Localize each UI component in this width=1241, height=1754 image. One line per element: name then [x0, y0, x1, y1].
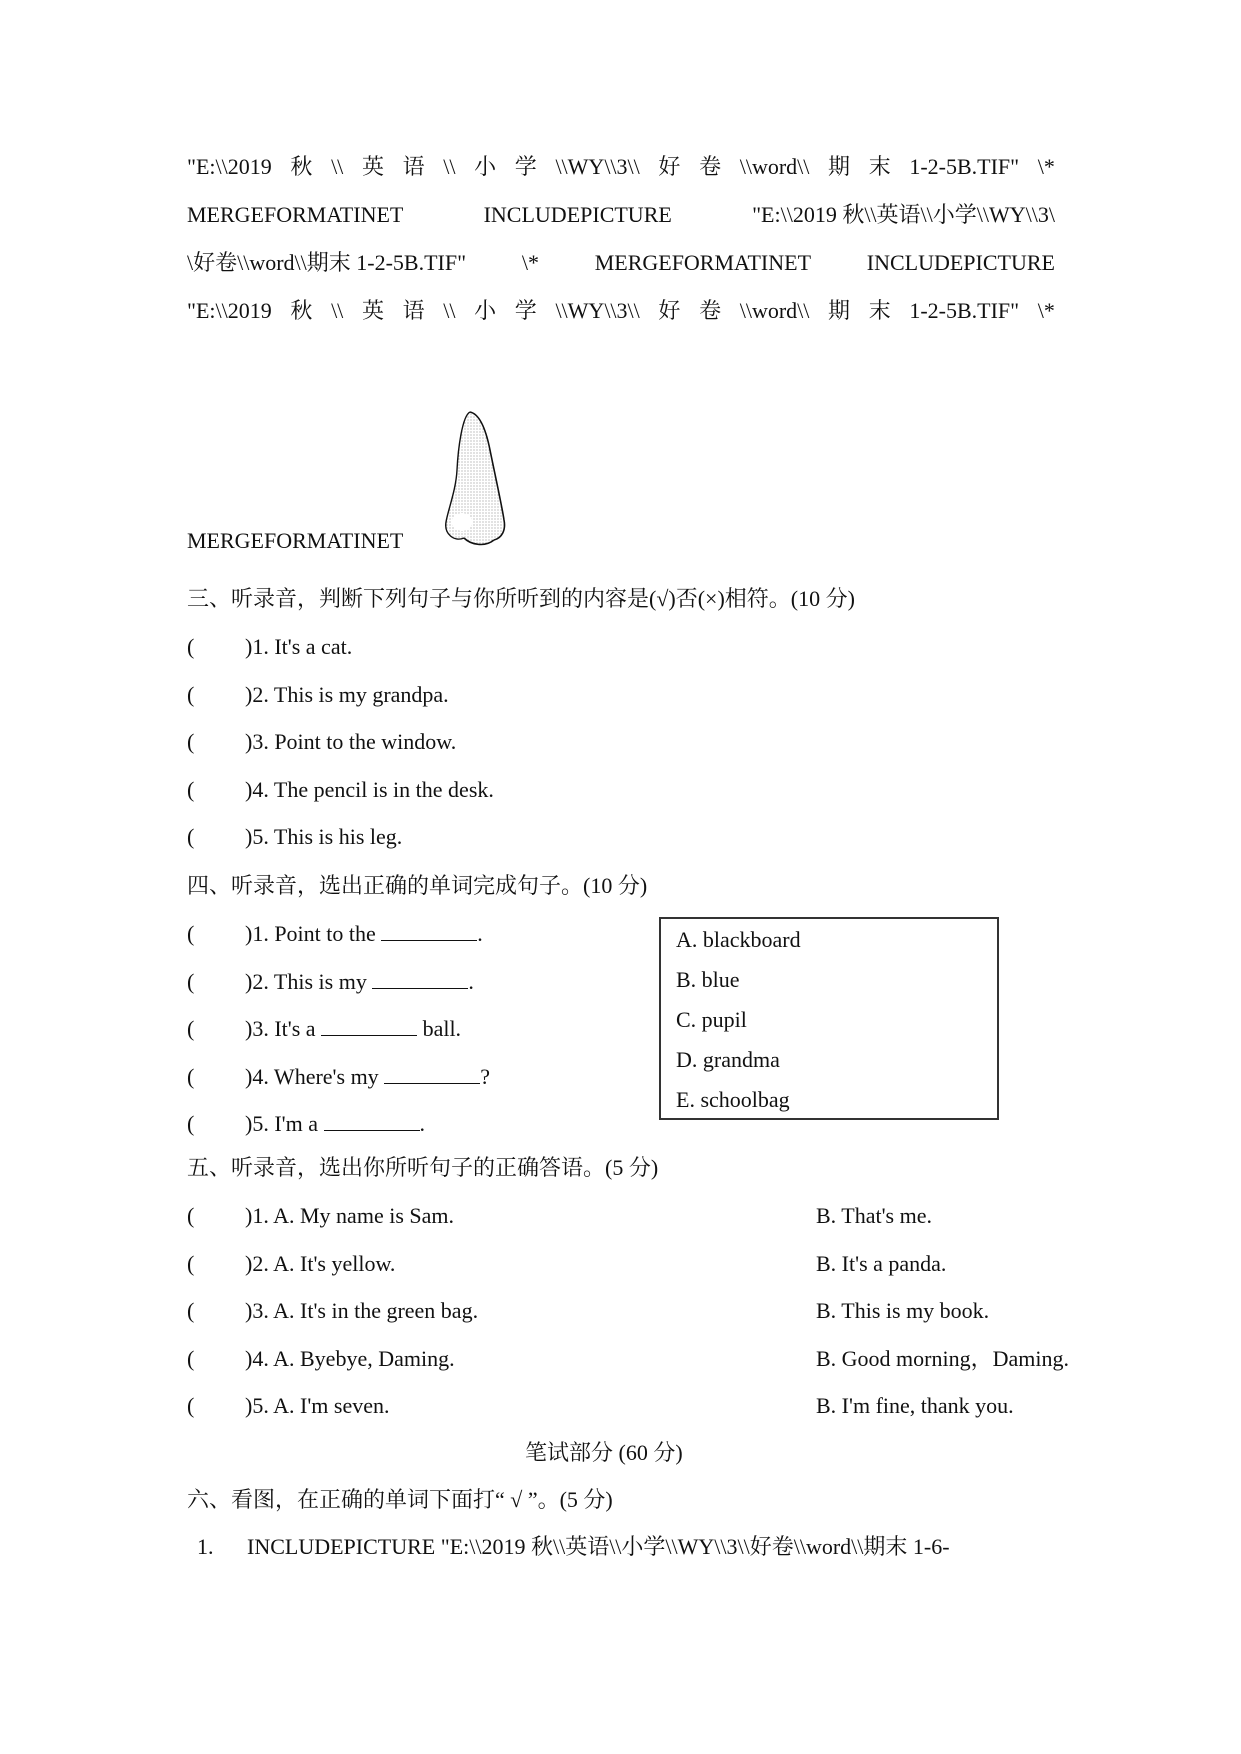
answer-bracket[interactable]: (: [187, 681, 195, 707]
field-code-token: 末: [868, 298, 891, 323]
field-code-token: \*: [521, 250, 539, 275]
option-a: )1. A. My name is Sam.: [245, 1203, 454, 1228]
judge-item: [187, 682, 449, 708]
answer-bracket[interactable]: (: [187, 1298, 195, 1323]
field-code-token: 1-2-5B.TIF": [909, 298, 1020, 323]
item-text: )2. This is my grandpa.: [245, 681, 449, 707]
answer-bracket[interactable]: (: [187, 1393, 195, 1418]
item-text-after: .: [468, 968, 474, 994]
item-text-after: ball.: [417, 1016, 462, 1041]
field-code-token: INCLUDEPICTURE: [483, 202, 672, 227]
item-text-before: )2. This is my: [245, 968, 373, 994]
answer-bracket[interactable]: (: [187, 1203, 195, 1228]
word-option: D. grandma: [676, 1047, 780, 1072]
field-code-token: 期: [828, 298, 851, 323]
field-code-token: \\: [443, 298, 456, 323]
field-code-token: 1-2-5B.TIF": [909, 154, 1020, 179]
field-code-token: 英: [361, 298, 384, 323]
field-code-token: INCLUDEPICTURE: [866, 250, 1055, 275]
answer-bracket[interactable]: (: [187, 1111, 195, 1136]
option-b: B. This is my book.: [816, 1298, 990, 1323]
judge-item: [187, 634, 352, 660]
item-text-before: )1. Point to the: [245, 921, 382, 946]
field-code-line-4: [187, 298, 1055, 324]
field-code-token: \\: [443, 154, 456, 179]
field-code-token: 英: [361, 154, 384, 179]
word-option: B. blue: [676, 967, 740, 992]
item-text-after: .: [419, 1111, 425, 1136]
answer-bracket[interactable]: (: [187, 1063, 195, 1089]
judge-item: [187, 777, 494, 803]
answer-bracket[interactable]: (: [187, 921, 195, 946]
item-text-after: .: [477, 921, 483, 946]
word-option: C. pupil: [676, 1007, 747, 1032]
field-code-token: 小: [474, 154, 497, 179]
item-text: )3. Point to the window.: [245, 729, 457, 754]
answer-bracket[interactable]: (: [187, 968, 195, 994]
answer-blank[interactable]: [324, 1112, 420, 1131]
field-code-line-1: [187, 154, 1055, 180]
option-a: )3. A. It's in the green bag.: [245, 1298, 479, 1323]
field-code-token: 期: [828, 154, 851, 179]
field-code-token: 秋: [290, 298, 313, 323]
field-code-token: MERGEFORMATINET: [187, 202, 404, 227]
response-item: [187, 1393, 1087, 1419]
field-code-token: "E:\\2019 秋\\英语\\小学\\WY\\3\: [752, 202, 1055, 227]
field-code-token: 小: [474, 298, 497, 323]
field-code-token: "E:\\2019: [187, 154, 272, 179]
option-b: B. Good morning，Daming.: [816, 1345, 1069, 1371]
judge-item: [187, 824, 402, 850]
field-code-token: 好: [658, 154, 681, 179]
fill-blank-item: [187, 1016, 461, 1042]
section3-title: 三、听录音，判断下列句子与你所听到的内容是(√)否(×)相符。(10 分): [187, 586, 855, 611]
option-a: )2. A. It's yellow.: [245, 1250, 396, 1276]
nose-illustration-icon: [440, 410, 510, 550]
field-code-token: 语: [402, 154, 425, 179]
answer-blank[interactable]: [384, 1065, 480, 1084]
item-text: )1. It's a cat.: [245, 634, 353, 659]
option-b: B. It's a panda.: [816, 1250, 947, 1276]
item-text-after: ?: [480, 1063, 490, 1089]
field-code-line-3: [187, 250, 1055, 276]
field-code-token: 末: [868, 154, 891, 179]
option-a: )4. A. Byebye, Daming.: [245, 1345, 455, 1371]
answer-blank[interactable]: [372, 970, 468, 989]
field-code-token: \\: [331, 298, 344, 323]
fill-blank-item: [187, 969, 474, 995]
field-code-token: 好: [658, 298, 681, 323]
fill-blank-item: [187, 1064, 490, 1090]
answer-blank[interactable]: [381, 922, 477, 941]
response-item: [187, 1298, 1087, 1324]
option-b: B. I'm fine, thank you.: [816, 1393, 1014, 1418]
field-code-token: 语: [402, 298, 425, 323]
option-b: B. That's me.: [816, 1203, 932, 1228]
field-code-token: MERGEFORMATINET: [594, 250, 812, 275]
field-code-token: \\WY\\3\\: [555, 154, 640, 179]
field-code-token: "E:\\2019: [187, 298, 272, 323]
judge-item: [187, 729, 456, 755]
fill-blank-item: [187, 921, 483, 947]
fill-blank-item: [187, 1111, 425, 1137]
item-text: )5. This is his leg.: [245, 824, 403, 849]
section4-title: 四、听录音，选出正确的单词完成句子。(10 分): [187, 873, 648, 898]
answer-bracket[interactable]: (: [187, 824, 195, 849]
word-options-box: [659, 917, 999, 1120]
field-code-token: \\word\\: [739, 298, 810, 323]
field-code-token: 秋: [290, 154, 313, 179]
field-code-token: 学: [514, 298, 537, 323]
response-item: [187, 1203, 1087, 1229]
word-option: A. blackboard: [676, 927, 801, 952]
field-code-token: 卷: [699, 154, 722, 179]
field-code-token: \\WY\\3\\: [555, 298, 640, 323]
field-code-token: \好卷\\word\\期末 1-2-5B.TIF": [187, 250, 467, 275]
item-text-before: )3. It's a: [245, 1016, 322, 1041]
field-code-token: 卷: [699, 298, 722, 323]
field-code-token: 学: [514, 154, 537, 179]
answer-bracket[interactable]: (: [187, 729, 195, 754]
answer-bracket[interactable]: (: [187, 1345, 195, 1371]
item-text-before: )5. I'm a: [245, 1111, 324, 1136]
response-item: [187, 1346, 1087, 1372]
answer-blank[interactable]: [321, 1017, 417, 1036]
word-option: E. schoolbag: [676, 1087, 790, 1112]
response-item: [187, 1251, 1087, 1277]
written-part-title: 笔试部分 (60 分): [525, 1440, 683, 1465]
section6-title: 六、看图，在正确的单词下面打“ √ ”。(5 分): [187, 1487, 613, 1512]
answer-bracket[interactable]: (: [187, 634, 195, 659]
section5-title: 五、听录音，选出你所听句子的正确答语。(5 分): [187, 1155, 659, 1180]
section6-item1-number: 1.: [197, 1534, 214, 1559]
answer-bracket[interactable]: (: [187, 1250, 195, 1276]
item-text: )4. The pencil is in the desk.: [245, 776, 494, 802]
answer-bracket[interactable]: (: [187, 776, 195, 802]
section6-item1-text: INCLUDEPICTURE "E:\\2019 秋\\英语\\小学\\WY\\3\\好卷\\word\\期末 1-6-: [247, 1534, 950, 1559]
field-code-token: \*: [1037, 154, 1055, 179]
field-code-token: \*: [1037, 298, 1055, 323]
answer-bracket[interactable]: (: [187, 1016, 195, 1041]
field-code-token: \\: [331, 154, 344, 179]
item-text-before: )4. Where's my: [245, 1063, 385, 1089]
field-code-token: \\word\\: [739, 154, 810, 179]
option-a: )5. A. I'm seven.: [245, 1393, 390, 1418]
field-code-trailing: MERGEFORMATINET: [187, 528, 404, 553]
field-code-line-2: [187, 202, 1055, 228]
